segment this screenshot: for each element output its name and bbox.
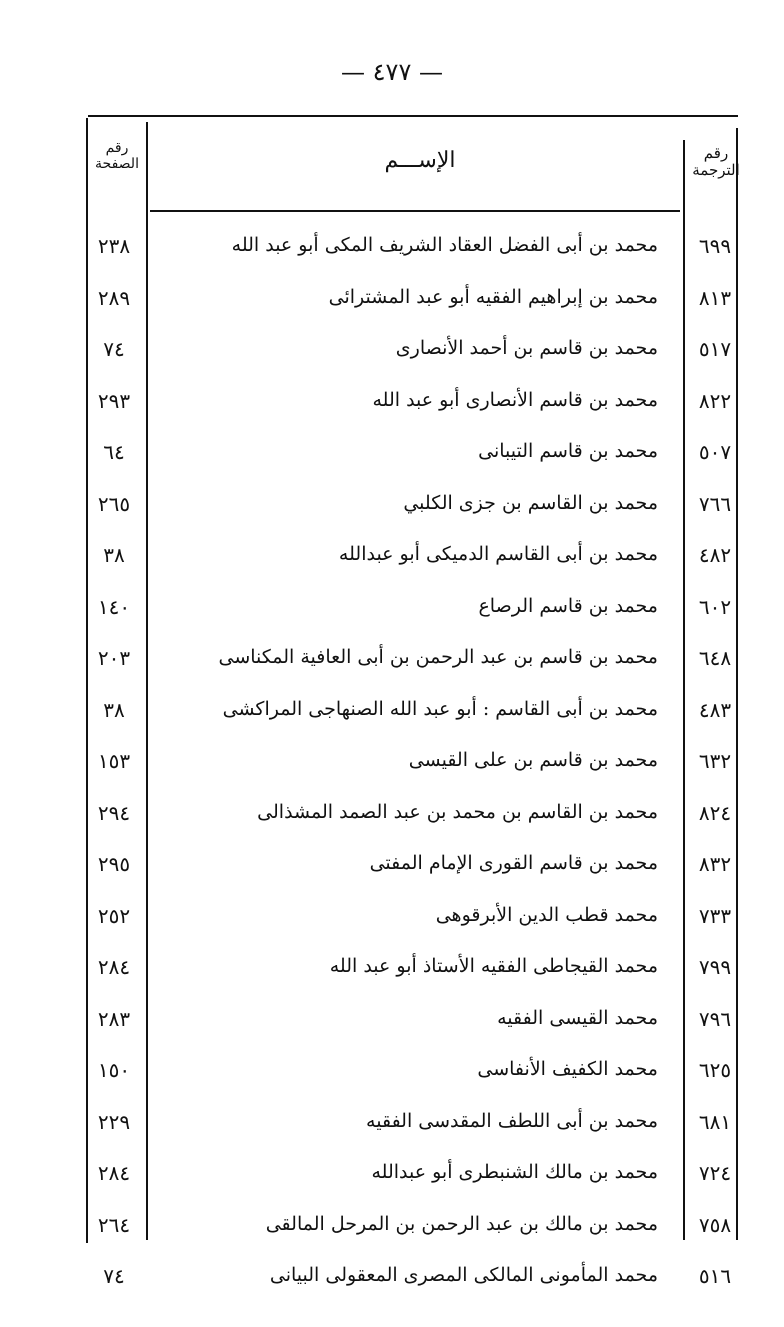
tarjama-number: ٨٢٤ xyxy=(698,800,732,825)
page-number-cell: ٧٤ xyxy=(103,1264,125,1288)
page-number-cell: ٣٨ xyxy=(103,697,125,722)
tarjama-number: ٧٥٨ xyxy=(698,1212,732,1237)
tarjama-number: ٧٢٤ xyxy=(698,1161,732,1185)
person-name: محمد بن قاسم القورى الإمام المفتى xyxy=(369,852,658,874)
table-row xyxy=(0,486,784,538)
page-number-cell: ٢٩٥ xyxy=(97,852,131,876)
page-number-cell: ٢٥٢ xyxy=(97,903,131,928)
page-number-cell: ٢٢٩ xyxy=(97,1109,131,1134)
tarjama-number: ٥١٦ xyxy=(698,1264,732,1288)
person-name: محمد المأمونى المالكى المصرى المعقولى البيانى xyxy=(269,1264,658,1286)
page-number: — ٤٧٧ — xyxy=(341,58,443,86)
page-number-cell: ٣٨ xyxy=(103,543,125,567)
tarjama-number: ٥٠٧ xyxy=(698,440,732,464)
tarjama-number: ٥١٧ xyxy=(698,337,732,361)
table-row xyxy=(0,383,784,435)
tarjama-number: ٦٩٩ xyxy=(698,234,732,258)
person-name: محمد قطب الدين الأبرقوهى xyxy=(435,903,658,926)
table-row xyxy=(0,846,784,898)
person-name: محمد بن أبى اللطف المقدسى الفقيه xyxy=(366,1109,658,1132)
person-name: محمد بن قاسم الرصاع xyxy=(478,594,658,617)
table-row xyxy=(0,537,784,589)
header-tarjama-number: رقم الترجمة xyxy=(692,144,740,180)
header-rule xyxy=(150,210,680,212)
tarjama-number: ٨٢٢ xyxy=(698,388,732,413)
page-number-cell: ٢٣٨ xyxy=(97,234,131,258)
table-row xyxy=(0,640,784,692)
index-table-body xyxy=(0,228,784,1310)
person-name: محمد بن أبى القاسم : أبو عبد الله الصنهاجى المراكشى xyxy=(222,697,658,720)
page-number-cell: ١٤٠ xyxy=(97,594,131,619)
person-name: محمد بن قاسم بن على القيسى xyxy=(408,749,658,771)
page-number-cell: ١٥٣ xyxy=(97,749,131,773)
tarjama-number: ٧٣٣ xyxy=(698,903,732,928)
page-number-cell: ٢٨٣ xyxy=(97,1006,131,1031)
table-row xyxy=(0,1155,784,1207)
table-row xyxy=(0,331,784,383)
table-row xyxy=(0,692,784,744)
header-page-number: رقم الصفحة xyxy=(95,140,139,173)
tarjama-number: ٨١٣ xyxy=(698,285,732,310)
page-number-cell: ٢٨٩ xyxy=(97,285,131,310)
page-number-cell: ٧٤ xyxy=(103,337,125,361)
person-name: محمد بن القاسم بن جزى الكلبي xyxy=(403,491,658,514)
table-row xyxy=(0,795,784,847)
tarjama-number: ٦٤٨ xyxy=(698,646,732,670)
page-number-cell: ٦٤ xyxy=(103,440,125,464)
person-name: محمد بن إبراهيم الفقيه أبو عبد المشترائى xyxy=(328,285,658,308)
person-name: محمد بن قاسم بن أحمد الأنصارى xyxy=(395,337,658,359)
page-number-cell: ٢٨٤ xyxy=(97,1161,131,1185)
table-row xyxy=(0,1207,784,1259)
table-row xyxy=(0,1104,784,1156)
table-row xyxy=(0,280,784,332)
person-name: محمد القيسى الفقيه xyxy=(497,1006,658,1029)
page-number-cell: ٢٦٥ xyxy=(97,491,131,516)
person-name: محمد بن أبى الفضل العقاد الشريف المكى أبو عبد الله xyxy=(231,234,658,256)
tarjama-number: ٦٠٢ xyxy=(698,594,732,619)
person-name: محمد بن مالك الشنبطرى أبو عبدالله xyxy=(371,1161,658,1183)
tarjama-number: ٧٩٩ xyxy=(698,955,732,979)
person-name: محمد بن مالك بن عبد الرحمن بن المرحل المالقى xyxy=(265,1212,658,1235)
table-row xyxy=(0,1001,784,1053)
table-row xyxy=(0,434,784,486)
page-number-cell: ١٥٠ xyxy=(97,1058,131,1082)
page-number-cell: ٢٠٣ xyxy=(97,646,131,670)
header-name: الإســـم xyxy=(384,148,456,173)
person-name: محمد بن قاسم الأنصارى أبو عبد الله xyxy=(372,388,658,411)
table-top-rule xyxy=(88,115,738,117)
page-number-cell: ٢٩٣ xyxy=(97,388,131,413)
tarjama-number: ٧٩٦ xyxy=(698,1006,732,1031)
tarjama-number: ٦٢٥ xyxy=(698,1058,732,1082)
person-name: محمد الكفيف الأنفاسى xyxy=(477,1058,658,1080)
table-row xyxy=(0,898,784,950)
tarjama-number: ٤٨٢ xyxy=(698,543,732,567)
tarjama-number: ٦٣٢ xyxy=(698,749,732,773)
table-row xyxy=(0,228,784,280)
tarjama-number: ٤٨٣ xyxy=(698,697,732,722)
person-name: محمد بن قاسم التيبانى xyxy=(478,440,658,462)
person-name: محمد القيجاطى الفقيه الأستاذ أبو عبد الله xyxy=(329,955,658,977)
page-number-cell: ٢٦٤ xyxy=(97,1212,131,1237)
table-row xyxy=(0,589,784,641)
table-row xyxy=(0,743,784,795)
person-name: محمد بن قاسم بن عبد الرحمن بن أبى العافية المكناسى xyxy=(218,646,658,668)
page-number-cell: ٢٨٤ xyxy=(97,955,131,979)
person-name: محمد بن أبى القاسم الدميكى أبو عبدالله xyxy=(338,543,658,565)
table-row xyxy=(0,1052,784,1104)
table-row xyxy=(0,949,784,1001)
person-name: محمد بن القاسم بن محمد بن عبد الصمد المشذالى xyxy=(257,800,658,823)
page-number-cell: ٢٩٤ xyxy=(97,800,131,825)
table-row xyxy=(0,1258,784,1310)
tarjama-number: ٨٣٢ xyxy=(698,852,732,876)
tarjama-number: ٧٦٦ xyxy=(698,491,732,516)
tarjama-number: ٦٨١ xyxy=(698,1109,732,1134)
